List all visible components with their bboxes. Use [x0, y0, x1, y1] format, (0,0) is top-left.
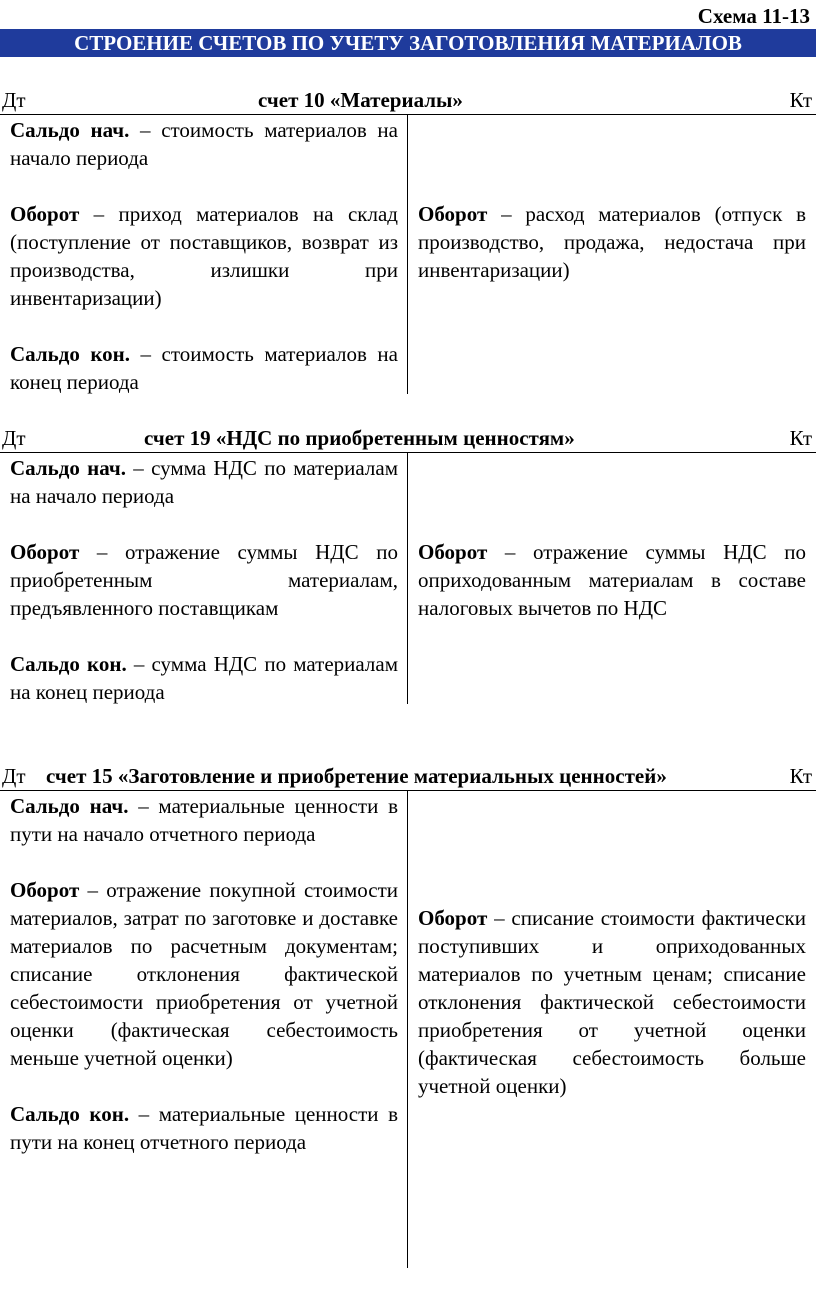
credit-column	[418, 200, 806, 284]
t-vertical-line	[407, 452, 408, 704]
debit-turnover-text: – отражение суммы НДС по приобретенным материалам, предъявленного поставщикам	[10, 540, 398, 620]
opening-balance-text: – стоимость материалов на начало периода	[10, 118, 398, 170]
closing-balance-label: Сальдо кон.	[10, 342, 131, 366]
credit-turnover	[418, 904, 806, 1100]
closing-balance-label: Сальдо кон.	[10, 1102, 130, 1126]
credit-turnover-label: Оборот	[418, 906, 488, 930]
credit-label: Кт	[789, 88, 812, 112]
credit-turnover-text: – списание стоимости фактически поступивших и оприходованных материалов по учетным ценам; списание отклонения фактической себестоимости приобретения от учетной оценки (фактическая себестоимость больше учетной оценки)	[418, 906, 806, 1098]
account-15-t-table	[0, 762, 816, 1270]
account-header	[0, 762, 816, 790]
closing-balance	[10, 1100, 398, 1156]
credit-turnover-text: – отражение суммы НДС по оприходованным материалам в составе налоговых вычетов по НДС	[418, 540, 806, 620]
credit-label: Кт	[789, 764, 812, 788]
credit-turnover-label: Оборот	[418, 540, 488, 564]
debit-turnover-text: – приход материалов на склад (поступление от поставщиков, возврат из производства, излишки при инвентаризации)	[10, 202, 398, 310]
account-name: счет 10 «Материалы»	[258, 88, 463, 112]
debit-turnover	[10, 200, 398, 312]
debit-turnover-label: Оборот	[10, 878, 80, 902]
opening-balance	[10, 454, 398, 510]
opening-balance	[10, 116, 398, 172]
credit-turnover-label: Оборот	[418, 202, 488, 226]
account-header	[0, 424, 816, 452]
credit-label: Кт	[789, 426, 812, 450]
account-name: счет 19 «НДС по приобретенным ценностям»	[144, 426, 575, 450]
debit-column	[10, 116, 398, 396]
debit-turnover	[10, 876, 398, 1072]
scheme-number: Схема 11-13	[697, 4, 810, 28]
t-horizontal-line	[0, 114, 816, 115]
account-19-t-table	[0, 424, 816, 706]
credit-column	[418, 904, 806, 1100]
t-horizontal-line	[0, 790, 816, 791]
debit-label: Дт	[2, 426, 26, 450]
debit-turnover-label: Оборот	[10, 540, 80, 564]
closing-balance-text: – сумма НДС по материалам на конец периода	[10, 652, 398, 704]
opening-balance-text: – материальные ценности в пути на начало отчетного периода	[10, 794, 398, 846]
closing-balance	[10, 340, 398, 396]
credit-column	[418, 538, 806, 622]
closing-balance-text: – стоимость материалов на конец периода	[10, 342, 398, 394]
debit-turnover-label: Оборот	[10, 202, 80, 226]
account-name: счет 15 «Заготовление и приобретение материальных ценностей»	[46, 764, 667, 788]
debit-label: Дт	[2, 88, 26, 112]
opening-balance-text: – сумма НДС по материалам на начало периода	[10, 456, 398, 508]
credit-turnover	[418, 200, 806, 284]
opening-balance	[10, 792, 398, 848]
closing-balance-label: Сальдо кон.	[10, 652, 127, 676]
credit-turnover-text: – расход материалов (отпуск в производство, продажа, недостача при инвентаризации)	[418, 202, 806, 282]
debit-turnover	[10, 538, 398, 622]
t-horizontal-line	[0, 452, 816, 453]
debit-column	[10, 454, 398, 706]
closing-balance	[10, 650, 398, 706]
opening-balance-label: Сальдо нач.	[10, 118, 130, 142]
closing-balance-text: – материальные ценности в пути на конец отчетного периода	[10, 1102, 398, 1154]
debit-column	[10, 792, 398, 1156]
account-header	[0, 86, 816, 114]
opening-balance-label: Сальдо нач.	[10, 456, 127, 480]
debit-label: Дт	[2, 764, 26, 788]
account-10-t-table	[0, 86, 816, 396]
t-vertical-line	[407, 114, 408, 394]
t-vertical-line	[407, 790, 408, 1268]
credit-turnover	[418, 538, 806, 622]
opening-balance-label: Сальдо нач.	[10, 794, 129, 818]
debit-turnover-text: – отражение покупной стоимости материалов, затрат по заготовке и доставке материалов по расчетным документам; списание отклонения фактической себестоимости приобретения от учетной оценки (фактическая себестоимость меньше учетной оценки)	[10, 878, 398, 1070]
page-title: СТРОЕНИЕ СЧЕТОВ ПО УЧЕТУ ЗАГОТОВЛЕНИЯ МАТЕРИАЛОВ	[0, 29, 816, 57]
